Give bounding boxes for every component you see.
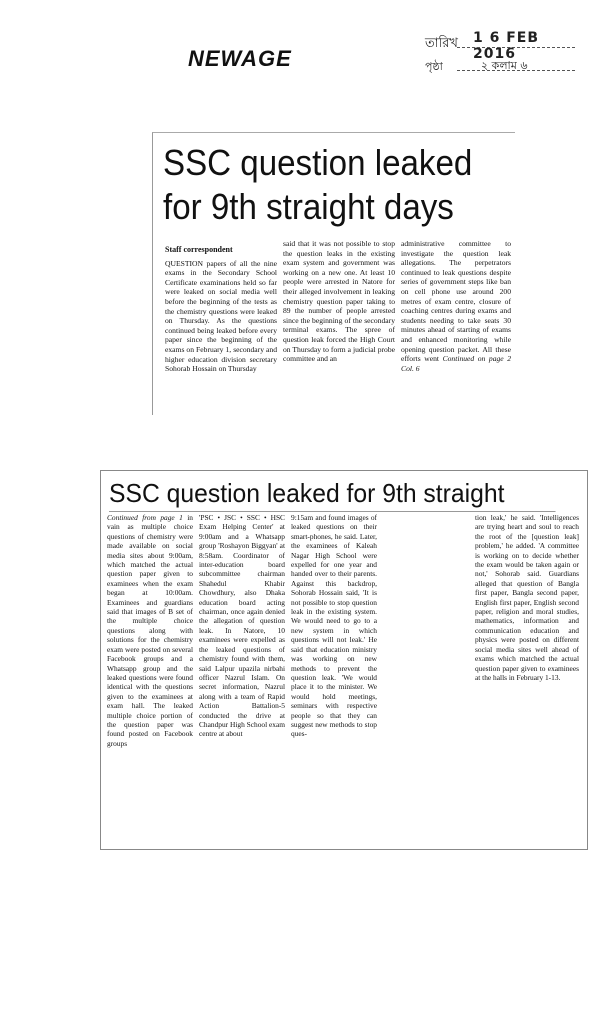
article-column-text: QUESTION papers of all the nine exams in the Secondary School Certificate examinations held so far were leaked on social media well before the beginning of the tests as the chemistry questions were leaked on Thursday. As the questions continued being leaked before every paper since the beginning of the exams on February 1, secondary and higher education division secretary Sohorab Hossain on Thursday [165,258,277,374]
continuation-column-4: tion leak,' he said. 'Intelligences are trying heart and soul to reach the root of the [question leak] problem,' he added. 'A committee is working on to decide whether the exam would be taken again or not,' Sohorab said. Guardians alleged that question of Bangla first paper, Bangla second paper, English first paper, English second paper, religion and moral studies, mathematics, information and communication education and physics were posted on different social media sites well ahead of exams which matched the actual question paper given to examinees at the halls in February 1-13. [475,513,579,682]
article-column-2: said that it was not possible to stop the question leaks in the existing exam system and government was working on a new one. At least 10 people were arrested in Natore for their alleged involvement in leaking chemistry question paper taking to 89 the number of people arrested since the beginning of the secondary terminal exams. The spree of question leak forced the High Court on Thursday to form a judicial probe committee and an [283,239,395,364]
continued-from-note: Continued from page 1 [107,513,183,522]
article-column-text: administrative committee to investigate the question leak allegations. The perpetrators continued to leak questions despite series of government steps like ban on cell phone use around 200 metres of exam centre, closure of coaching centres during exams and students needing to take seats 30 minutes ahead of starting of exams and enhanced monitoring while opening question packet. All these efforts went [401,239,511,364]
date-label: তারিখ [425,36,458,51]
stamp-line [457,70,575,71]
stamp-page: ২ কলাম ৬ [481,59,528,72]
article-headline: SSC question leaked for 9th straight days [163,142,473,227]
article-byline: Staff correspondent [165,245,233,254]
stamp-date: 1 6 FEB 2016 [473,30,540,62]
article-column-1 [165,245,277,374]
date-stamp [421,28,575,80]
page-label: পৃষ্ঠা [425,60,443,73]
continuation-column-text: in vain as multiple choice questions of chemistry were made available on social media sites about 9:00am, which matched the actual question paper given to examinees when the exam began at 10:00am. Examinees and guardians said that images of B set of the multiple choice questions along with solutions for the chemistry exam were posted on several Facebook groups and a Whatsapp group and the leaked questions were found identical with the questions given to the examinees at exam hall. The leaked multiple choice portion of the question paper was found posted on Facebook groups [107,513,193,748]
continued-note: Continued on page 2 Col. 6 [401,354,511,373]
continuation-headline: SSC question leaked for 9th straight [109,477,556,512]
newspaper-masthead: NEWAGE [188,46,292,71]
continuation-column-3: 9:15am and found images of leaked questions on their smart-phones, he said. Later, the examinees of Kaleah Nagar High School were expelled for one year and handed over to their parents. Against this backdrop, Sohorab Hossain said, 'It is not possible to stop question leak in the existing system. We would need to go to a new system in which questions will not leak.' He said that education ministry was working on new methods to prevent the question leak. 'We would place it to the minister. We would hold meetings, seminars with respective people so that they can suggest new methods to stop ques- [291,513,377,739]
article-clipping [152,132,515,415]
stamp-line [457,47,575,48]
continuation-column-1 [107,513,193,748]
continuation-column-2: 'PSC • JSC • SSC • HSC Exam Helping Center' at 9:00am and a Whatsapp group 'Roshayon Biggyan' at 8:58am. Coordinator of inter-education board subcommittee chairman Shahedul Khabir Chowdhury, also Dhaka education board acting chairman, once again denied the allegation of question leak. In Natore, 10 examinees were expelled as the leaked questions of chemistry found with them, said Lalpur upazila nirbahi officer Nazrul Islam. On secret information, Nazrul along with a team of Rapid Action Battalion-5 conducted the drive at Chandpur High School exam centre at about [199,513,286,739]
article-column-3 [401,239,511,373]
continuation-clipping [100,470,588,850]
